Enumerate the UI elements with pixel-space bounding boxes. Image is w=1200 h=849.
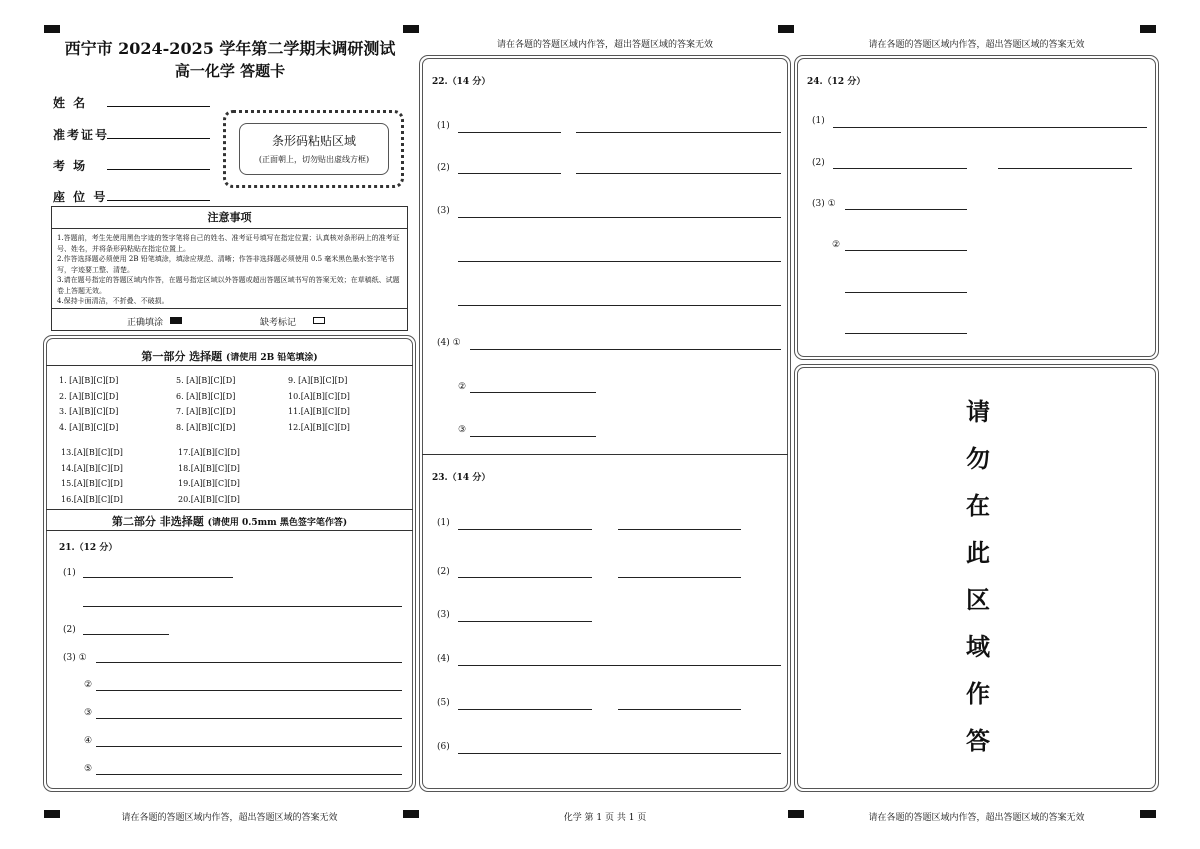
q24-part2-label: (2) bbox=[812, 158, 825, 168]
q21-part1-answer-line[interactable] bbox=[83, 577, 233, 578]
mc-item[interactable]: 11.[A][B][C][D] bbox=[288, 407, 350, 416]
page-number: 化学 第 1 页 共 1 页 bbox=[563, 813, 647, 823]
question-21-heading: 21.（12 分） bbox=[59, 543, 118, 553]
registration-mark bbox=[778, 25, 794, 33]
q22-part1-answer-line[interactable] bbox=[458, 132, 561, 133]
mc-item[interactable]: 4. [A][B][C][D] bbox=[59, 422, 119, 432]
answer-panel-middle bbox=[419, 55, 791, 792]
q23-part5-answer-line[interactable] bbox=[618, 709, 741, 710]
q22-part4-answer-line[interactable] bbox=[470, 349, 781, 350]
q23-part1-answer-line[interactable] bbox=[618, 529, 741, 530]
exam-room-field[interactable] bbox=[107, 169, 210, 170]
mc-item[interactable]: 19.[A][B][C][D] bbox=[178, 479, 240, 488]
registration-mark bbox=[44, 25, 60, 33]
footer-notice: 请在各题的答题区域内作答，超出答题区域的答案无效 bbox=[121, 813, 338, 823]
mc-item[interactable]: 14.[A][B][C][D] bbox=[61, 463, 123, 473]
part1-heading bbox=[44, 348, 415, 364]
top-notice: 请在各题的答题区域内作答，超出答题区域的答案无效 bbox=[496, 40, 713, 50]
mc-column bbox=[61, 445, 123, 507]
part2-note: (请使用 0.5mm 黑色签字笔作答) bbox=[207, 518, 348, 528]
q24-part1-label: (1) bbox=[812, 116, 825, 126]
mc-item[interactable]: 13.[A][B][C][D] bbox=[61, 448, 123, 457]
q21-part3-label: (3) ① bbox=[63, 653, 87, 663]
panel-border bbox=[422, 58, 788, 789]
exam-number-field[interactable] bbox=[107, 138, 210, 139]
mc-item[interactable]: 15.[A][B][C][D] bbox=[61, 479, 123, 488]
q23-part3-answer-line[interactable] bbox=[458, 621, 592, 622]
q23-part4-label: (4) bbox=[437, 654, 450, 664]
name-label: 姓 名 bbox=[53, 96, 88, 110]
q21-part3-answer-line[interactable] bbox=[96, 774, 402, 775]
q22-part1-label: (1) bbox=[437, 121, 450, 131]
notice-item: 3.请在题号指定的答题区域内作答，在题号指定区域以外答题或超出答题区域书写的答案无效；在草稿纸、试题卷上答题无效。 bbox=[57, 276, 400, 295]
part1-title: 第一部分 选择题 bbox=[141, 350, 223, 363]
q22-part3-label: (3) bbox=[437, 206, 450, 216]
correct-fill-label: 正确填涂 bbox=[127, 318, 164, 328]
answer-panel-right-top bbox=[794, 55, 1159, 360]
question-23-heading: 23.（14 分） bbox=[432, 473, 491, 483]
barcode-box bbox=[239, 123, 389, 175]
mc-item[interactable]: 2. [A][B][C][D] bbox=[59, 391, 119, 401]
no-answer-char: 请 bbox=[966, 397, 990, 426]
q23-part4-answer-line[interactable] bbox=[458, 665, 781, 666]
q21-part3-label: ④ bbox=[84, 736, 93, 746]
q21-part1-answer-line[interactable] bbox=[83, 606, 402, 607]
registration-mark bbox=[403, 25, 419, 33]
q23-part5-label: (5) bbox=[437, 698, 450, 708]
footer-notice: 请在各题的答题区域内作答，超出答题区域的答案无效 bbox=[868, 813, 1085, 823]
top-notice: 请在各题的答题区域内作答，超出答题区域的答案无效 bbox=[868, 40, 1085, 50]
q21-part2-answer-line[interactable] bbox=[83, 634, 169, 635]
notice-title: 注意事项 bbox=[52, 207, 407, 229]
mc-item[interactable]: 5. [A][B][C][D] bbox=[176, 376, 236, 385]
notice-item: 1.答题前，考生先使用黑色字迹的签字笔将自己的姓名、准考证号填写在指定位置；认真核对条形码上的准考证号、姓名，并将条形码粘贴在指定位置上。 bbox=[57, 234, 400, 253]
no-answer-char: 域 bbox=[966, 632, 990, 661]
mc-column bbox=[288, 373, 350, 435]
q24-part3-answer-line[interactable] bbox=[845, 250, 967, 251]
q24-part3-answer-line[interactable] bbox=[845, 292, 967, 293]
mc-item[interactable]: 12.[A][B][C][D] bbox=[288, 422, 350, 432]
exam-room-label: 考 场 bbox=[53, 159, 88, 173]
divider bbox=[46, 530, 413, 531]
divider bbox=[422, 454, 788, 455]
seat-number-label: 座 位 号 bbox=[53, 190, 108, 204]
q22-part4-label: ③ bbox=[458, 425, 467, 435]
q22-part4-answer-line[interactable] bbox=[470, 392, 596, 393]
absent-mark-label: 缺考标记 bbox=[260, 318, 297, 328]
notice-body bbox=[52, 229, 407, 307]
q22-part1-answer-line[interactable] bbox=[576, 132, 781, 133]
part2-title: 第二部分 非选择题 bbox=[111, 515, 204, 528]
q21-part1-label: (1) bbox=[63, 568, 76, 578]
q21-part3-answer-line[interactable] bbox=[96, 746, 402, 747]
q22-part4-label: (4) ① bbox=[437, 338, 461, 348]
q21-part3-label: ⑤ bbox=[84, 764, 93, 774]
part1-note: (请使用 2B 铅笔填涂) bbox=[226, 353, 318, 363]
q23-part1-answer-line[interactable] bbox=[458, 529, 592, 530]
name-field[interactable] bbox=[107, 106, 210, 107]
panel-border bbox=[797, 58, 1156, 357]
q22-part3-answer-line[interactable] bbox=[458, 261, 781, 262]
q23-part2-answer-line[interactable] bbox=[618, 577, 741, 578]
mc-item[interactable]: 9. [A][B][C][D] bbox=[288, 376, 348, 385]
registration-mark bbox=[1140, 25, 1156, 33]
q23-part3-label: (3) bbox=[437, 610, 450, 620]
no-answer-char: 答 bbox=[966, 726, 990, 755]
q21-part2-label: (2) bbox=[63, 625, 76, 635]
mc-item[interactable]: 16.[A][B][C][D] bbox=[61, 494, 123, 504]
q24-part3-label: ② bbox=[832, 240, 841, 250]
divider bbox=[46, 509, 413, 510]
q22-part2-label: (2) bbox=[437, 163, 450, 173]
q21-part3-answer-line[interactable] bbox=[96, 662, 402, 663]
seat-number-field[interactable] bbox=[107, 200, 210, 201]
q21-part3-answer-line[interactable] bbox=[96, 718, 402, 719]
barcode-area bbox=[223, 110, 404, 188]
mc-item[interactable]: 7. [A][B][C][D] bbox=[176, 407, 236, 416]
q23-part2-label: (2) bbox=[437, 567, 450, 577]
q24-part3-label: (3) ① bbox=[812, 199, 836, 209]
no-answer-char: 此 bbox=[966, 538, 990, 567]
exam-subtitle: 高一化学 答题卡 bbox=[174, 62, 286, 80]
question-22-heading: 22.（14 分） bbox=[432, 77, 491, 87]
divider bbox=[46, 365, 413, 366]
no-answer-char: 勿 bbox=[966, 444, 990, 473]
mc-item[interactable]: 6. [A][B][C][D] bbox=[176, 391, 236, 401]
absent-mark-box[interactable] bbox=[313, 317, 325, 324]
notice-item: 4.保持卡面清洁，不折叠、不破损。 bbox=[57, 297, 169, 305]
q23-part6-answer-line[interactable] bbox=[458, 753, 781, 754]
correct-fill-sample bbox=[170, 317, 182, 324]
q22-part3-answer-line[interactable] bbox=[458, 217, 781, 218]
notice-box bbox=[51, 206, 408, 331]
mc-item[interactable]: 3. [A][B][C][D] bbox=[59, 407, 119, 416]
question-24-heading: 24.（12 分） bbox=[807, 77, 866, 87]
q23-part5-answer-line[interactable] bbox=[458, 709, 592, 710]
mc-column bbox=[176, 373, 235, 435]
q22-part2-answer-line[interactable] bbox=[458, 173, 561, 174]
mc-item[interactable]: 17.[A][B][C][D] bbox=[178, 448, 240, 457]
no-answer-char: 在 bbox=[966, 491, 990, 520]
part2-heading bbox=[44, 513, 415, 529]
q24-part3-answer-line[interactable] bbox=[845, 209, 967, 210]
no-answer-char: 作 bbox=[966, 679, 990, 708]
q21-part3-label: ③ bbox=[84, 708, 93, 718]
mc-item[interactable]: 8. [A][B][C][D] bbox=[176, 422, 236, 432]
q22-part2-answer-line[interactable] bbox=[576, 173, 781, 174]
q24-part3-answer-line[interactable] bbox=[845, 333, 967, 334]
q24-part2-answer-line[interactable] bbox=[833, 168, 967, 169]
q22-part4-label: ② bbox=[458, 382, 467, 392]
exam-number-label: 准考证号 bbox=[53, 128, 110, 142]
mc-column bbox=[178, 445, 240, 507]
notice-footer bbox=[52, 308, 407, 330]
q21-part3-answer-line[interactable] bbox=[96, 690, 402, 691]
mc-column bbox=[59, 373, 118, 435]
barcode-title: 条形码粘贴区域 bbox=[271, 134, 356, 148]
mc-item[interactable]: 10.[A][B][C][D] bbox=[288, 391, 350, 401]
no-answer-char: 区 bbox=[966, 585, 990, 614]
answer-panel-left bbox=[43, 335, 416, 792]
mc-item[interactable]: 20.[A][B][C][D] bbox=[178, 494, 240, 504]
q23-part2-answer-line[interactable] bbox=[458, 577, 592, 578]
q23-part6-label: (6) bbox=[437, 742, 450, 752]
q24-part1-answer-line[interactable] bbox=[833, 127, 1147, 128]
q21-part3-label: ② bbox=[84, 680, 93, 690]
notice-item: 2.作答选择题必须使用 2B 铅笔填涂，填涂应规范、清晰；作答非选择题必须使用 0.5 毫米黑色墨水签字笔书写，字迹要工整、清楚。 bbox=[57, 255, 395, 274]
q23-part1-label: (1) bbox=[437, 518, 450, 528]
q24-part2-answer-line[interactable] bbox=[998, 168, 1132, 169]
barcode-hint: (正面朝上，切勿贴出虚线方框) bbox=[258, 155, 370, 164]
q22-part4-answer-line[interactable] bbox=[470, 436, 596, 437]
exam-title: 西宁市 2024-2025 学年第二学期末调研测试 bbox=[64, 39, 396, 58]
q22-part3-answer-line[interactable] bbox=[458, 305, 781, 306]
mc-item[interactable]: 18.[A][B][C][D] bbox=[178, 463, 240, 473]
mc-item[interactable]: 1. [A][B][C][D] bbox=[59, 376, 119, 385]
